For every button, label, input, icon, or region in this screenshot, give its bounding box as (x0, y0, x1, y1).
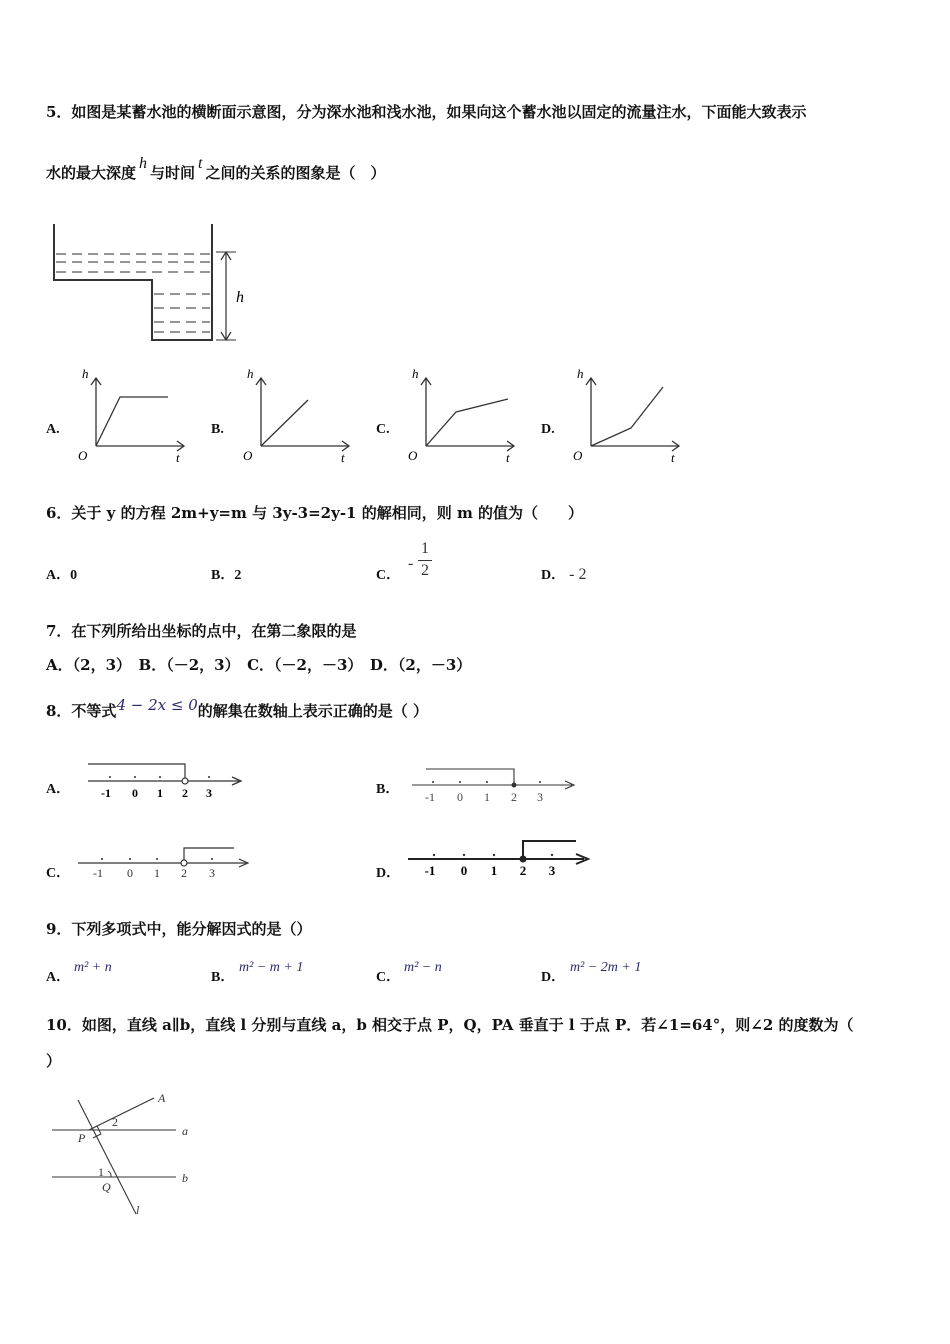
svg-text:-1: -1 (93, 866, 103, 880)
q8-inequality: 4 − 2x ≤ 0 (116, 696, 198, 714)
q5-graph-c[interactable] (406, 366, 526, 466)
svg-text:h: h (82, 366, 89, 381)
water-lines (56, 254, 210, 332)
svg-text:t: t (176, 450, 180, 465)
svg-text:O: O (573, 448, 583, 463)
svg-text:1: 1 (98, 1165, 104, 1179)
svg-text:O: O (78, 448, 88, 463)
svg-text:O: O (408, 448, 418, 463)
svg-text:h: h (247, 366, 254, 381)
q8-option-b-label[interactable]: B． (376, 782, 400, 797)
svg-text:2: 2 (181, 866, 187, 880)
q9-option-a-expr[interactable]: m² + n (74, 960, 112, 975)
q5-stem-line2 (46, 155, 386, 183)
reservoir-outline (54, 224, 212, 340)
q6-option-d[interactable]: D． - 2 (541, 566, 587, 583)
q5-var-t: t (198, 155, 203, 172)
q8-numberline-c[interactable] (76, 844, 256, 884)
svg-text:3: 3 (209, 866, 215, 880)
q8-numberline-d[interactable] (406, 838, 596, 883)
q8-option-d-label[interactable]: D． (376, 866, 401, 881)
q9-option-c-expr[interactable]: m² − n (404, 960, 442, 975)
svg-text:0: 0 (460, 863, 468, 878)
svg-text:0: 0 (132, 786, 138, 800)
q8-option-a-label[interactable]: A． (46, 782, 71, 797)
svg-text:1: 1 (157, 786, 163, 800)
svg-text:0: 0 (457, 790, 463, 804)
svg-text:P: P (78, 1131, 86, 1145)
svg-text:h: h (412, 366, 419, 381)
q8-option-c-label[interactable]: C． (46, 866, 71, 881)
q10-geometry-figure (48, 1090, 208, 1220)
q7-options[interactable]: A．（2，3） B．（－2，3） C．（－2，－3） D．（2，－3） (46, 656, 472, 674)
q6-option-b[interactable]: B．2 (211, 568, 242, 583)
q9-option-b-expr[interactable]: m² − m + 1 (239, 960, 304, 975)
q8-numberline-b[interactable] (410, 764, 585, 809)
q10-stem-line2: ） (46, 1052, 62, 1070)
q5-option-d-label[interactable]: D. (541, 422, 555, 437)
svg-text:b: b (182, 1171, 188, 1185)
svg-text:Q: Q (102, 1180, 111, 1194)
svg-text:A: A (158, 1091, 166, 1105)
q9-option-c-label[interactable]: C． (376, 970, 401, 985)
q7-stem: 7．在下列所给出坐标的点中，在第二象限的是 (46, 622, 357, 640)
q5-var-h: h (139, 155, 148, 172)
svg-text:-1: -1 (101, 786, 111, 800)
svg-text:3: 3 (206, 786, 212, 800)
svg-text:l: l (136, 1203, 140, 1217)
q5-option-b-label[interactable]: B. (211, 422, 224, 437)
q5-graph-b[interactable] (241, 366, 361, 466)
q6-option-c-label[interactable]: C． (376, 568, 401, 583)
depth-label: h (236, 289, 244, 306)
q5-reservoir-diagram (50, 222, 250, 347)
svg-text:2: 2 (182, 786, 188, 800)
line-l (78, 1100, 136, 1214)
q5-graph-a[interactable] (76, 366, 196, 466)
q9-stem: 9．下列多项式中，能分解因式的是（） (46, 920, 312, 938)
svg-text:1: 1 (154, 866, 160, 880)
q5-stem-part-b: 与时间 (150, 164, 196, 182)
svg-text:a: a (182, 1124, 188, 1138)
q9-option-d-expr[interactable]: m² − 2m + 1 (570, 960, 642, 975)
svg-text:t: t (671, 450, 675, 465)
q5-stem-line1: 5．如图是某蓄水池的横断面示意图，分为深水池和浅水池，如果向这个蓄水池以固定的流量注水，下面能大致表示 (46, 103, 807, 121)
q5-option-c-label[interactable]: C. (376, 422, 390, 437)
svg-text:2: 2 (511, 790, 517, 804)
q10-stem-line1: 10．如图，直线 a∥b，直线 l 分别与直线 a，b 相交于点 P，Q，PA 垂直于 l 于点 P．若∠1=64°，则∠2 的度数为（ (46, 1016, 854, 1034)
svg-text:t: t (506, 450, 510, 465)
q5-stem-part-a: 水的最大深度 (46, 164, 137, 182)
q5-stem-part-c: 之间的关系的图象是（ ） (205, 164, 386, 182)
svg-text:-1: -1 (424, 863, 436, 878)
svg-text:-1: -1 (425, 790, 435, 804)
q5-graph-d[interactable] (571, 366, 691, 466)
q9-option-a-label[interactable]: A． (46, 970, 71, 985)
svg-text:h: h (577, 366, 584, 381)
svg-text:3: 3 (548, 863, 556, 878)
svg-text:2: 2 (519, 863, 527, 878)
ray-pa (89, 1098, 154, 1130)
svg-text:2: 2 (112, 1115, 118, 1129)
q8-numberline-a[interactable] (84, 760, 254, 805)
svg-text:O: O (243, 448, 253, 463)
svg-text:3: 3 (537, 790, 543, 804)
q8-stem: 8．不等式4 − 2x ≤ 0的解集在数轴上表示正确的是（ ） (46, 696, 428, 720)
q6-option-a[interactable]: A．0 (46, 568, 78, 583)
svg-text:t: t (341, 450, 345, 465)
q5-option-a-label[interactable]: A. (46, 422, 60, 437)
svg-text:0: 0 (127, 866, 133, 880)
svg-text:1: 1 (484, 790, 490, 804)
q9-option-d-label[interactable]: D． (541, 970, 566, 985)
q6-stem: 6．关于 y 的方程 2m+y=m 与 3y-3=2y-1 的解相同，则 m 的值为（ ） (46, 504, 584, 522)
svg-text:1: 1 (490, 863, 498, 878)
q9-option-b-label[interactable]: B． (211, 970, 235, 985)
